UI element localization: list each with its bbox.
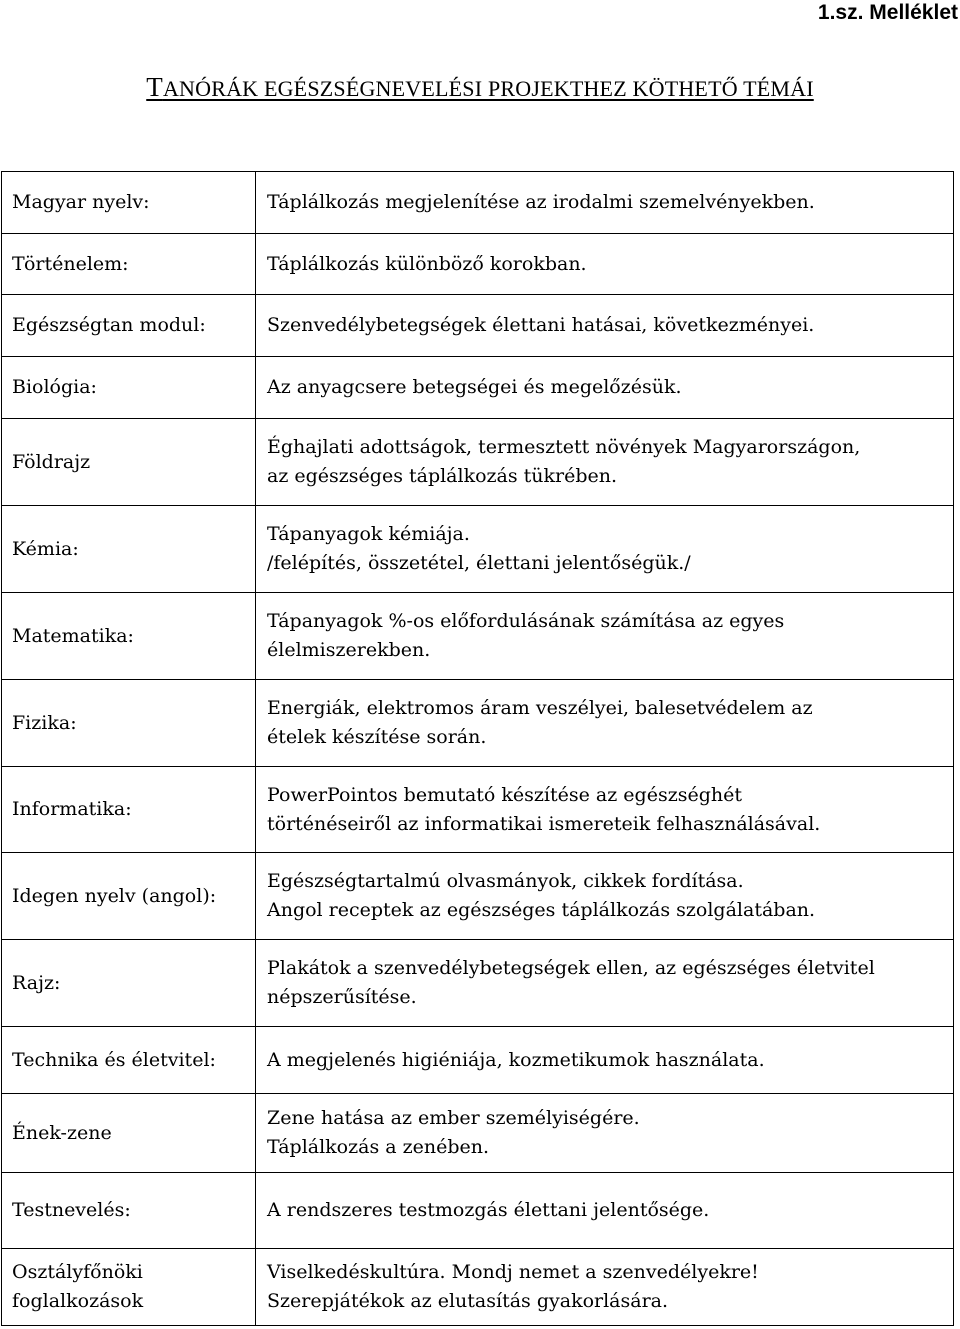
topic-cell bbox=[256, 234, 954, 295]
subject-text: Osztályfőnöki bbox=[12, 1261, 143, 1283]
topic-cell bbox=[256, 1094, 954, 1173]
topic-text: A rendszeres testmozgás élettani jelentősége. bbox=[267, 1199, 710, 1221]
subject-text: Informatika: bbox=[12, 798, 132, 820]
topic-cell bbox=[256, 1173, 954, 1249]
topic-text: Angol receptek az egészséges táplálkozás szolgálatában. bbox=[267, 899, 816, 921]
subject-cell bbox=[2, 506, 256, 593]
topic-text: Egészségtartalmú olvasmányok, cikkek fordítása. bbox=[267, 870, 744, 892]
table-row bbox=[2, 234, 954, 295]
table-row bbox=[2, 680, 954, 767]
topic-text: Tápanyagok %-os előfordulásának számítása az egyes bbox=[267, 610, 785, 632]
table-row bbox=[2, 853, 954, 940]
topic-cell bbox=[256, 680, 954, 767]
table-row bbox=[2, 940, 954, 1027]
subject-text: foglalkozások bbox=[12, 1290, 144, 1312]
subject-text: Magyar nyelv: bbox=[12, 191, 150, 213]
subject-cell bbox=[2, 1249, 256, 1326]
topic-cell bbox=[256, 419, 954, 506]
topic-cell bbox=[256, 940, 954, 1027]
topic-text: Zene hatása az ember személyiségére. bbox=[267, 1107, 640, 1129]
topic-text: történéseiről az informatikai ismereteik felhasználásával. bbox=[267, 812, 821, 835]
subject-text: Földrajz bbox=[12, 450, 91, 473]
subject-cell bbox=[2, 767, 256, 853]
subject-text: Testnevelés: bbox=[12, 1199, 131, 1221]
topic-text: Plakátok a szenvedélybetegségek ellen, az egészséges életvitel bbox=[267, 957, 875, 979]
topic-text: Táplálkozás a zenében. bbox=[267, 1136, 490, 1158]
topic-cell bbox=[256, 357, 954, 419]
topic-cell bbox=[256, 172, 954, 234]
topic-text: Viselkedéskultúra. Mondj nemet a szenvedélyekre! bbox=[267, 1261, 759, 1283]
subject-cell bbox=[2, 680, 256, 767]
topic-text: Az anyagcsere betegségei és megelőzésük. bbox=[267, 376, 682, 398]
topic-cell bbox=[256, 1249, 954, 1326]
page-title bbox=[0, 70, 960, 106]
subject-cell bbox=[2, 295, 256, 357]
topic-text: Energiák, elektromos áram veszélyei, balesetvédelem az bbox=[267, 697, 813, 719]
subject-cell bbox=[2, 419, 256, 506]
subject-text: Rajz: bbox=[12, 971, 61, 994]
topic-cell bbox=[256, 295, 954, 357]
page-title-initial: T bbox=[146, 72, 163, 102]
topic-text: Táplálkozás megjelenítése az irodalmi szemelvényekben. bbox=[267, 191, 815, 213]
topic-text: népszerűsítése. bbox=[267, 986, 417, 1008]
topic-cell bbox=[256, 506, 954, 593]
subject-topic-table bbox=[1, 171, 954, 1326]
subject-cell bbox=[2, 172, 256, 234]
subject-cell bbox=[2, 1027, 256, 1094]
table-row bbox=[2, 1094, 954, 1173]
subject-text: Kémia: bbox=[12, 537, 79, 560]
topic-text: /felépítés, összetétel, élettani jelentőségük./ bbox=[267, 552, 691, 574]
table-row bbox=[2, 419, 954, 506]
subject-cell bbox=[2, 853, 256, 940]
topic-cell bbox=[256, 1027, 954, 1094]
topic-text: Szerepjátékok az elutasítás gyakorlására. bbox=[267, 1290, 669, 1312]
subject-cell bbox=[2, 357, 256, 419]
subject-cell bbox=[2, 1094, 256, 1173]
table-row bbox=[2, 506, 954, 593]
topic-cell bbox=[256, 853, 954, 940]
table-row bbox=[2, 1173, 954, 1249]
subject-cell bbox=[2, 1173, 256, 1249]
subject-text: Technika és életvitel: bbox=[12, 1048, 216, 1071]
topic-cell bbox=[256, 767, 954, 853]
topic-text: Szenvedélybetegségek élettani hatásai, következményei. bbox=[267, 314, 815, 336]
topic-text: Táplálkozás különböző korokban. bbox=[267, 252, 587, 275]
topic-text: az egészséges táplálkozás tükrében. bbox=[267, 465, 618, 487]
annex-label: 1.sz. Melléklet bbox=[817, 1, 958, 24]
topic-text: élelmiszerekben. bbox=[267, 639, 431, 661]
table-body bbox=[2, 172, 954, 1326]
topic-text: A megjelenés higiéniája, kozmetikumok használata. bbox=[267, 1048, 765, 1071]
table-row bbox=[2, 295, 954, 357]
table-row bbox=[2, 767, 954, 853]
topic-cell bbox=[256, 593, 954, 680]
table-row bbox=[2, 172, 954, 234]
subject-text: Idegen nyelv (angol): bbox=[12, 884, 217, 907]
subject-text: Matematika: bbox=[12, 624, 134, 647]
subject-text: Biológia: bbox=[12, 376, 97, 398]
subject-text: Fizika: bbox=[12, 711, 77, 734]
subject-text: Ének-zene bbox=[12, 1121, 112, 1144]
topic-text: PowerPointos bemutató készítése az egészséghét bbox=[267, 783, 742, 806]
table-row bbox=[2, 1249, 954, 1326]
topic-text: Éghajlati adottságok, termesztett növények Magyarországon, bbox=[267, 436, 861, 458]
table-row bbox=[2, 357, 954, 419]
subject-cell bbox=[2, 940, 256, 1027]
subject-cell bbox=[2, 593, 256, 680]
subject-text: Egészségtan modul: bbox=[12, 314, 206, 336]
page-title-rest: ANÓRÁK EGÉSZSÉGNEVELÉSI PROJEKTHEZ KÖTHETŐ TÉMÁI bbox=[162, 76, 814, 101]
subject-text: Történelem: bbox=[12, 252, 129, 275]
table-row bbox=[2, 593, 954, 680]
topic-text: ételek készítése során. bbox=[267, 726, 487, 748]
subject-cell bbox=[2, 234, 256, 295]
table-row bbox=[2, 1027, 954, 1094]
topic-text: Tápanyagok kémiája. bbox=[267, 523, 470, 545]
